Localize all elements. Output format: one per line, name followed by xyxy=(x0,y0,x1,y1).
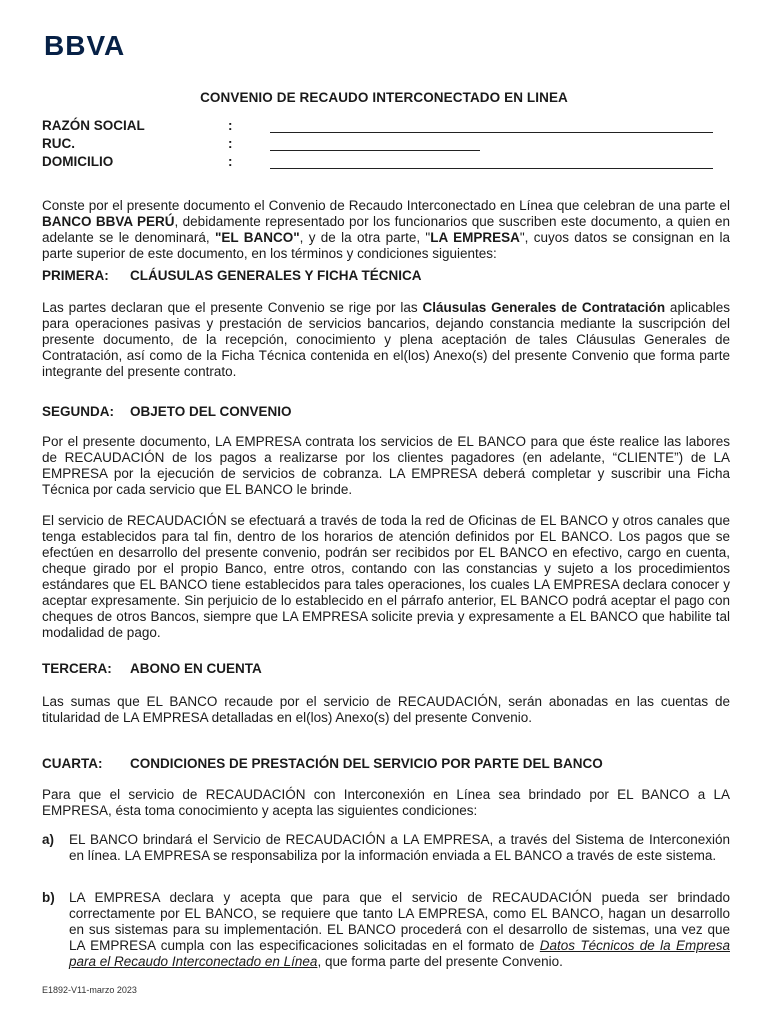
section-heading-primera: PRIMERA: CLÁUSULAS GENERALES Y FICHA TÉCNICA xyxy=(42,268,422,283)
field-label: RAZÓN SOCIAL xyxy=(42,118,145,133)
field-colon: : xyxy=(228,118,233,133)
cuarta-paragraph: Para que el servicio de RECAUDACIÓN con Interconexión en Línea sea brindado por EL BANCO a LA EMPRESA, ésta toma conocimiento y acepta las siguientes condiciones: xyxy=(42,787,730,818)
section-heading-segunda: SEGUNDA: OBJETO DEL CONVENIO xyxy=(42,404,292,419)
section-heading-cuarta: CUARTA: CONDICIONES DE PRESTACIÓN DEL SERVICIO POR PARTE DEL BANCO xyxy=(42,756,603,771)
razon-social-blank-line[interactable] xyxy=(270,132,713,133)
tercera-paragraph: Las sumas que EL BANCO recaude por el servicio de RECAUDACIÓN, serán abonadas en las cuentas de titularidad de LA EMPRESA detalladas en el(los) Anexo(s) del presente Convenio. xyxy=(42,694,730,725)
bbva-logo xyxy=(44,30,148,60)
ruc-blank-line[interactable] xyxy=(270,150,480,151)
field-label: RUC. xyxy=(42,136,75,151)
datos-tecnicos-link[interactable]: Datos Técnicos de la Empresa para el Recaudo Interconectado en Línea xyxy=(69,938,730,969)
primera-paragraph: Las partes declaran que el presente Convenio se rige por las Cláusulas Generales de Contratación aplicables para operaciones pasivas y prestación de servicios bancarios, dejando constancia mediante la suscripción del presente documento, de la recepción, conocimiento y plena aceptación de tales Cláusulas Generales de Contratación, así como de la Ficha Técnica contenida en el(los) Anexo(s) del presente Convenio que forma parte integrante del presente contrato. xyxy=(42,300,730,379)
list-item-a: a) EL BANCO brindará el Servicio de RECAUDACIÓN a LA EMPRESA, a través del Sistema de Interconexión en línea. LA EMPRESA se responsabiliza por la información enviada a EL BANCO a través de este sistema. xyxy=(42,832,730,863)
segunda-paragraph-1: Por el presente documento, LA EMPRESA contrata los servicios de EL BANCO para que éste realice las labores de RECAUDACIÓN de los pagos a realizarse por los clientes pagadores (en adelante, “CLIENTE”) de LA EMPRESA por la ejecución de servicios de cobranza. LA EMPRESA deberá completar y suscribir una Ficha Técnica por cada servicio que EL BANCO le brinde. xyxy=(42,434,730,497)
list-item-b: b) LA EMPRESA declara y acepta que para que el servicio de RECAUDACIÓN pueda ser brindado correctamente por EL BANCO, se requiere que tanto LA EMPRESA, como EL BANCO, hagan un desarrollo en sus sistemas para su implementación. EL BANCO procederá con el desarrollo de sistemas, una vez que LA EMPRESA cumpla con las especificaciones solicitadas en el formato de Datos Técnicos de la Empresa para el Recaudo Interconectado en Línea, que forma parte del presente Convenio. xyxy=(42,890,730,969)
intro-paragraph: Conste por el presente documento el Convenio de Recaudo Interconectado en Línea que celebran de una parte el BANCO BBVA PERÚ, debidamente representado por los funcionarios que suscriben este documento, a quien en adelante se le denominará, "EL BANCO", y de la otra parte, "LA EMPRESA", cuyos datos se consignan en la parte superior de este documento, en los términos y condiciones siguientes: xyxy=(42,198,731,261)
document-code: E1892-V11-marzo 2023 xyxy=(42,985,137,995)
field-colon: : xyxy=(228,154,233,169)
field-label: DOMICILIO xyxy=(42,154,114,169)
field-colon: : xyxy=(228,136,233,151)
domicilio-blank-line[interactable] xyxy=(270,168,713,169)
segunda-paragraph-2: El servicio de RECAUDACIÓN se efectuará a través de toda la red de Oficinas de EL BANCO y otros canales que tenga establecidos para tal fin, dentro de los horarios de atención definidos por EL BANCO. Los pagos que se efectúen en desarrollo del presente convenio, podrán ser recibidos por EL BANCO en efectivo, cargo en cuenta, cheque girado por el propio Banco, entre otros, contando con las constancias y sujeto a los procedimientos estándares que EL BANCO tiene establecidos para tales operaciones, los cuales LA EMPRESA declara conocer y aceptar expresamente. Sin perjuicio de lo establecido en el párrafo anterior, EL BANCO podrá aceptar el pago con cheques de otros Bancos, siempre que LA EMPRESA solicite previa y expresamente a EL BANCO que habilite tal modalidad de pago. xyxy=(42,513,730,640)
section-heading-tercera: TERCERA: ABONO EN CUENTA xyxy=(42,661,262,676)
bbva-logo-text: BBVA xyxy=(44,30,126,60)
document-title: CONVENIO DE RECAUDO INTERCONECTADO EN LINEA xyxy=(200,90,568,105)
